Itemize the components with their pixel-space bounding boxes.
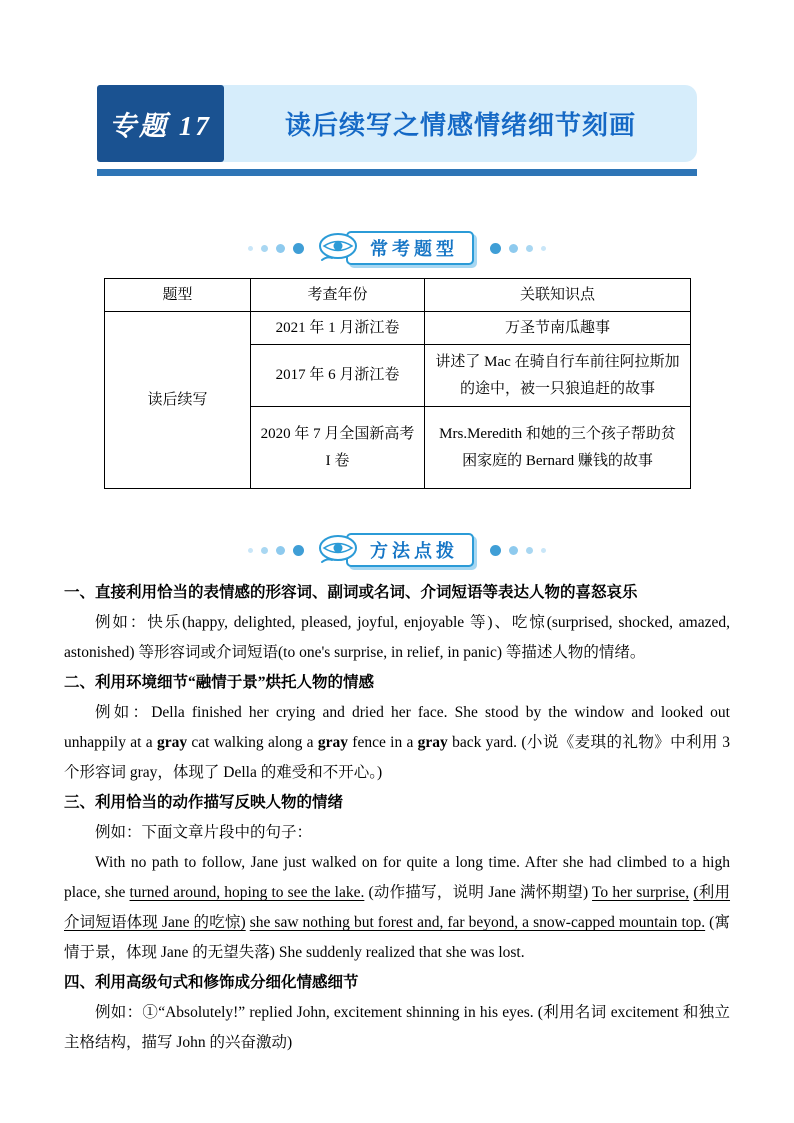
exam-table xyxy=(104,278,691,489)
section4-heading: 四、利用高级句式和修饰成分细化情感细节 xyxy=(64,974,359,991)
section4-example: 例如：①“Absolutely!” replied John, excitement shinning in his eyes. (利用名词 excitement 和独立主格结构，描写 John 的兴奋激动) xyxy=(64,1004,730,1051)
dot xyxy=(526,245,533,252)
decorative-dots-left xyxy=(248,545,304,556)
section3-intro: 例如：下面文章片段中的句子： xyxy=(95,824,313,841)
dot xyxy=(276,546,285,555)
badge-label-method-tips: 方法点拨 xyxy=(346,533,474,567)
decorative-dots-right xyxy=(490,545,546,556)
section2-heading: 二、利用环境细节“融情于景”烘托人物的情感 xyxy=(64,674,375,691)
page-header xyxy=(97,85,697,181)
col-header-knowledge: 关联知识点 xyxy=(425,279,691,312)
section-badge-method-tips xyxy=(0,533,794,567)
dot xyxy=(293,545,304,556)
topic-number-box xyxy=(97,85,224,162)
decorative-dots-right xyxy=(490,243,546,254)
section3-heading: 三、利用恰当的动作描写反映人物的情绪 xyxy=(64,794,344,811)
dot xyxy=(293,243,304,254)
cell-year: 2020 年 7 月全国新高考 I 卷 xyxy=(251,407,425,489)
dot xyxy=(248,246,253,251)
cell-year: 2021 年 1 月浙江卷 xyxy=(251,312,425,345)
dot xyxy=(490,243,501,254)
table-row xyxy=(105,312,691,345)
dot xyxy=(261,245,268,252)
dot xyxy=(526,547,533,554)
section1-heading: 一、直接利用恰当的表情感的形容词、副词或名词、介词短语等表达人物的喜怒哀乐 xyxy=(64,584,638,601)
col-header-type: 题型 xyxy=(105,279,251,312)
badge-label-exam-types: 常考题型 xyxy=(346,231,474,265)
section2-example: 例如：Della finished her crying and dried her face. She stood by the window and looked out unhappily at a gray cat walking along a gray fence in a gray back yard. (小说《麦琪的礼物》中利用 3 个形容词 gray，体现了 Della 的难受和不开心。) xyxy=(64,704,730,781)
section-badge-exam-types xyxy=(0,231,794,265)
dot xyxy=(490,545,501,556)
cell-knowledge: 讲述了 Mac 在骑自行车前往阿拉斯加的途中，被一只狼追赶的故事 xyxy=(425,345,691,407)
dot xyxy=(541,246,546,251)
dot xyxy=(261,547,268,554)
dot xyxy=(509,546,518,555)
cell-knowledge: 万圣节南瓜趣事 xyxy=(425,312,691,345)
cell-year: 2017 年 6 月浙江卷 xyxy=(251,345,425,407)
dot xyxy=(248,548,253,553)
header-stripe xyxy=(97,169,697,176)
dot xyxy=(276,244,285,253)
cell-question-type: 读后续写 xyxy=(105,312,251,489)
section3-passage: With no path to follow, Jane just walked on for quite a long time. After she had climbed to a high place, she turned around, hoping to see the lake. (动作描写，说明 Jane 满怀期望) To her surprise, (利用介词短语体现 Jane 的吃惊) she saw nothing but forest and, far beyond, a snow-capped mountain top. (寓情于景，体现 Jane 的无望失落) She suddenly realized that she was lost. xyxy=(64,854,731,961)
dot xyxy=(509,244,518,253)
section1-example: 例如：快乐(happy, delighted, pleased, joyful, enjoyable 等)、吃惊(surprised, shocked, amazed, astonished) 等形容词或介词短语(to one's surprise, in relief, in panic) 等描述人物的情绪。 xyxy=(64,614,730,661)
decorative-dots-left xyxy=(248,243,304,254)
col-header-year: 考查年份 xyxy=(251,279,425,312)
method-content xyxy=(64,578,730,1058)
topic-number-label: 专题 17 xyxy=(109,111,212,141)
eye-icon xyxy=(316,534,360,566)
dot xyxy=(541,548,546,553)
page-title: 读后续写之情感情绪细节刻画 xyxy=(284,110,636,140)
eye-icon xyxy=(316,232,360,264)
table-header-row xyxy=(105,279,691,312)
cell-knowledge: Mrs.Meredith 和她的三个孩子帮助贫困家庭的 Bernard 赚钱的故事 xyxy=(425,407,691,489)
